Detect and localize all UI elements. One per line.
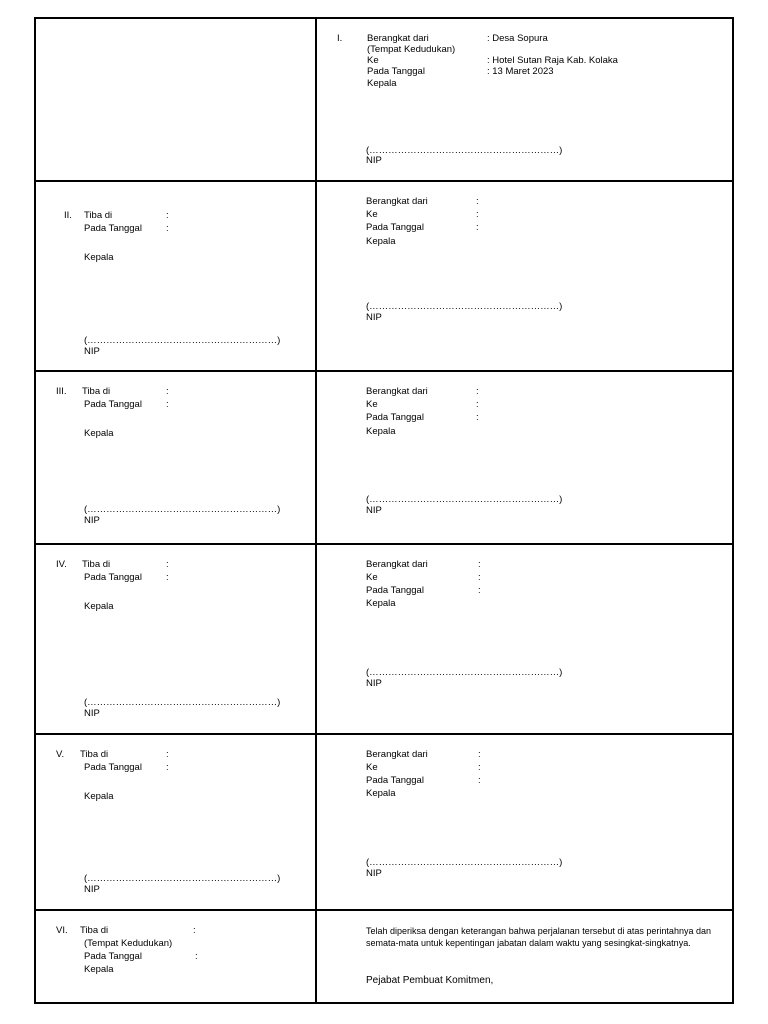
kepala-label: Kepala bbox=[84, 428, 114, 439]
colon: : bbox=[476, 196, 479, 207]
nip-label: NIP bbox=[366, 312, 382, 323]
nip-label: NIP bbox=[366, 678, 382, 689]
tiba-label: Tiba di bbox=[80, 925, 109, 936]
tanggal-label: Pada Tanggal bbox=[84, 399, 142, 410]
tanggal-label: Pada Tanggal bbox=[367, 66, 425, 77]
colon: : bbox=[166, 223, 169, 234]
roman-numeral: II. bbox=[64, 210, 72, 221]
tanggal-label: Pada Tanggal bbox=[84, 951, 142, 962]
kepala-label: Kepala bbox=[84, 964, 114, 975]
ke-label: Ke bbox=[366, 399, 378, 410]
colon: : bbox=[478, 585, 481, 596]
tiba-label: Tiba di bbox=[82, 559, 111, 570]
row-divider bbox=[34, 370, 734, 372]
ke-label: Ke bbox=[366, 762, 378, 773]
signature-line: (……………………………………………………) bbox=[366, 667, 563, 678]
kepala-label: Kepala bbox=[366, 788, 396, 799]
colon: : bbox=[166, 572, 169, 583]
nip-label: NIP bbox=[366, 155, 382, 166]
roman-numeral: VI. bbox=[56, 925, 68, 936]
signature-line: (……………………………………………………) bbox=[84, 697, 281, 708]
kepala-label: Kepala bbox=[84, 252, 114, 263]
colon: : bbox=[476, 399, 479, 410]
colon: : bbox=[478, 559, 481, 570]
colon: : bbox=[476, 386, 479, 397]
nip-label: NIP bbox=[366, 868, 382, 879]
berangkat-label: Berangkat dari bbox=[366, 196, 428, 207]
signature-line: (……………………………………………………) bbox=[84, 873, 281, 884]
row-divider bbox=[34, 543, 734, 545]
colon: : bbox=[478, 749, 481, 760]
signature-line: (……………………………………………………) bbox=[366, 494, 563, 505]
signature-line: (……………………………………………………) bbox=[84, 335, 281, 346]
colon: : bbox=[166, 749, 169, 760]
row-divider bbox=[34, 733, 734, 735]
berangkat-label: Berangkat dari bbox=[367, 33, 429, 44]
verification-statement: Telah diperiksa dengan keterangan bahwa perjalanan tersebut di atas perintahnya dan semata-mata untuk kepentingan jabatan dalam waktu yang sesingkat-singkatnya. bbox=[366, 926, 711, 948]
row-divider bbox=[34, 909, 734, 911]
tiba-label: Tiba di bbox=[80, 749, 109, 760]
colon: : bbox=[478, 762, 481, 773]
tiba-label: Tiba di bbox=[84, 210, 113, 221]
tiba-label: Tiba di bbox=[82, 386, 111, 397]
tempat-kedudukan: (Tempat Kedudukan) bbox=[84, 938, 173, 949]
colon: : bbox=[166, 210, 169, 221]
ke-label: Ke bbox=[366, 572, 378, 583]
tanggal-label: Pada Tanggal bbox=[84, 762, 142, 773]
colon: : bbox=[166, 386, 169, 397]
kepala-label: Kepala bbox=[366, 598, 396, 609]
colon: : bbox=[476, 209, 479, 220]
berangkat-label: Berangkat dari bbox=[366, 386, 428, 397]
nip-label: NIP bbox=[84, 515, 100, 526]
ke-value: : Hotel Sutan Raja Kab. Kolaka bbox=[487, 55, 618, 66]
colon: : bbox=[476, 412, 479, 423]
tanggal-label: Pada Tanggal bbox=[84, 572, 142, 583]
signatory-title: Pejabat Pembuat Komitmen, bbox=[366, 975, 494, 986]
kepala-label: Kepala bbox=[366, 426, 396, 437]
column-divider bbox=[315, 17, 317, 1004]
roman-numeral: IV. bbox=[56, 559, 67, 570]
row-divider bbox=[34, 180, 734, 182]
signature-line: (……………………………………………………) bbox=[84, 504, 281, 515]
nip-label: NIP bbox=[84, 884, 100, 895]
colon: : bbox=[195, 951, 198, 962]
colon: : bbox=[166, 762, 169, 773]
signature-line: (……………………………………………………) bbox=[366, 145, 563, 156]
signature-line: (……………………………………………………) bbox=[366, 301, 563, 312]
roman-numeral: I. bbox=[337, 33, 343, 44]
roman-numeral: V. bbox=[56, 749, 65, 760]
berangkat-label: Berangkat dari bbox=[366, 559, 428, 570]
colon: : bbox=[166, 399, 169, 410]
ke-label: Ke bbox=[367, 55, 379, 66]
colon: : bbox=[166, 559, 169, 570]
signature-line: (……………………………………………………) bbox=[366, 857, 563, 868]
roman-numeral: III. bbox=[56, 386, 67, 397]
nip-label: NIP bbox=[84, 708, 100, 719]
tanggal-value: : 13 Maret 2023 bbox=[487, 66, 554, 77]
kepala-label: Kepala bbox=[84, 601, 114, 612]
tanggal-label: Pada Tanggal bbox=[366, 222, 424, 233]
nip-label: NIP bbox=[366, 505, 382, 516]
kepala-label: Kepala bbox=[367, 78, 397, 89]
berangkat-value: : Desa Sopura bbox=[487, 33, 548, 44]
colon: : bbox=[193, 925, 196, 936]
tanggal-label: Pada Tanggal bbox=[366, 412, 424, 423]
kepala-label: Kepala bbox=[84, 791, 114, 802]
tempat-kedudukan: (Tempat Kedudukan) bbox=[367, 44, 456, 55]
tanggal-label: Pada Tanggal bbox=[84, 223, 142, 234]
tanggal-label: Pada Tanggal bbox=[366, 585, 424, 596]
berangkat-label: Berangkat dari bbox=[366, 749, 428, 760]
colon: : bbox=[476, 222, 479, 233]
nip-label: NIP bbox=[84, 346, 100, 357]
colon: : bbox=[478, 775, 481, 786]
ke-label: Ke bbox=[366, 209, 378, 220]
colon: : bbox=[478, 572, 481, 583]
tanggal-label: Pada Tanggal bbox=[366, 775, 424, 786]
kepala-label: Kepala bbox=[366, 236, 396, 247]
